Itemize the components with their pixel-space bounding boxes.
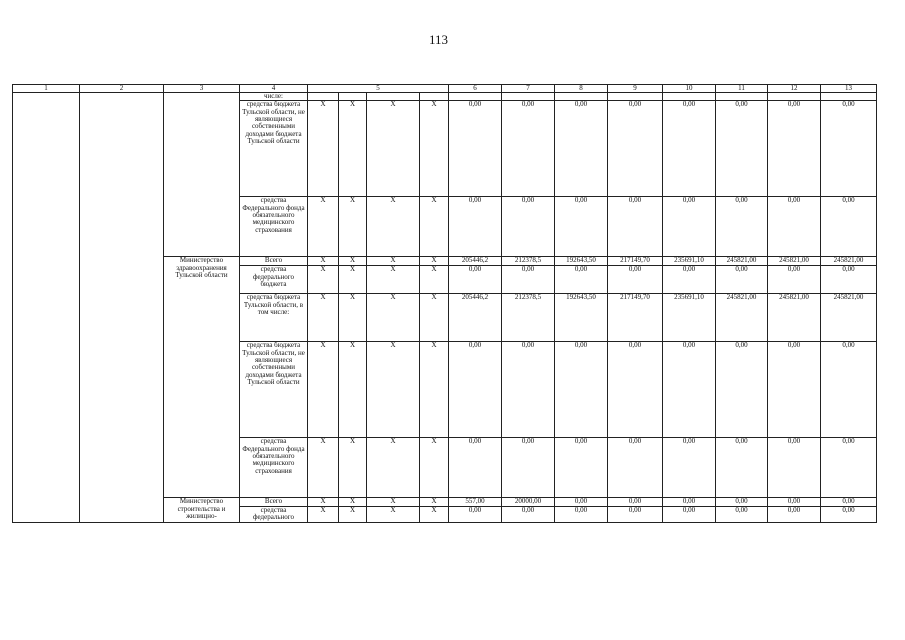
value-cell: 0,00 bbox=[555, 506, 608, 522]
value-cell: 245821,00 bbox=[821, 257, 877, 266]
value-cell: 0,00 bbox=[608, 498, 663, 506]
value-cell: 0,00 bbox=[821, 197, 877, 257]
x-mark-cell bbox=[339, 93, 367, 101]
value-cell: 0,00 bbox=[663, 438, 716, 498]
column-header: 6 bbox=[449, 85, 502, 93]
funding-source-cell: средства Федерального фонда обязательного медицинского страхования bbox=[240, 438, 308, 498]
x-mark-cell: Х bbox=[308, 294, 339, 342]
x-mark-cell: Х bbox=[420, 498, 449, 506]
value-cell: 0,00 bbox=[768, 342, 821, 438]
value-cell: 192643,50 bbox=[555, 294, 608, 342]
value-cell: 557,00 bbox=[449, 498, 502, 506]
funding-source-cell: средства бюджета Тульской области, не являющиеся собственными доходами бюджета Тульской области bbox=[240, 101, 308, 197]
organization-cell: Министерство строительства и жилищно- bbox=[164, 498, 240, 522]
x-mark-cell: Х bbox=[339, 342, 367, 438]
column-header: 13 bbox=[821, 85, 877, 93]
column-header: 4 bbox=[240, 85, 308, 93]
x-mark-cell: Х bbox=[367, 197, 420, 257]
value-cell: 0,00 bbox=[502, 342, 555, 438]
column-header: 3 bbox=[164, 85, 240, 93]
value-cell: 0,00 bbox=[555, 438, 608, 498]
value-cell: 0,00 bbox=[768, 506, 821, 522]
value-cell: 0,00 bbox=[768, 197, 821, 257]
value-cell: 0,00 bbox=[608, 342, 663, 438]
value-cell bbox=[768, 93, 821, 101]
value-cell bbox=[663, 93, 716, 101]
x-mark-cell bbox=[367, 93, 420, 101]
value-cell: 0,00 bbox=[608, 266, 663, 294]
funding-source-cell: средства Федерального фонда обязательного медицинского страхования bbox=[240, 197, 308, 257]
value-cell: 0,00 bbox=[502, 506, 555, 522]
column-header: 7 bbox=[502, 85, 555, 93]
column-header: 12 bbox=[768, 85, 821, 93]
column-header: 2 bbox=[80, 85, 164, 93]
value-cell: 245821,00 bbox=[716, 257, 768, 266]
organization-cell bbox=[164, 93, 240, 257]
x-mark-cell: Х bbox=[367, 438, 420, 498]
value-cell: 0,00 bbox=[716, 506, 768, 522]
x-mark-cell: Х bbox=[339, 257, 367, 266]
value-cell: 217149,70 bbox=[608, 294, 663, 342]
x-mark-cell: Х bbox=[308, 197, 339, 257]
x-mark-cell: Х bbox=[367, 101, 420, 197]
value-cell: 0,00 bbox=[449, 342, 502, 438]
value-cell: 0,00 bbox=[608, 197, 663, 257]
value-cell: 0,00 bbox=[663, 506, 716, 522]
funding-source-cell: средства федерального бюджета bbox=[240, 266, 308, 294]
value-cell: 0,00 bbox=[449, 438, 502, 498]
col2-cell bbox=[80, 93, 164, 523]
value-cell bbox=[821, 93, 877, 101]
value-cell: 235691,10 bbox=[663, 294, 716, 342]
value-cell: 0,00 bbox=[663, 197, 716, 257]
x-mark-cell: Х bbox=[367, 506, 420, 522]
value-cell: 217149,70 bbox=[608, 257, 663, 266]
value-cell bbox=[716, 93, 768, 101]
x-mark-cell: Х bbox=[339, 101, 367, 197]
value-cell: 0,00 bbox=[502, 438, 555, 498]
x-mark-cell: Х bbox=[420, 101, 449, 197]
value-cell: 0,00 bbox=[768, 438, 821, 498]
x-mark-cell: Х bbox=[308, 506, 339, 522]
value-cell: 0,00 bbox=[663, 266, 716, 294]
value-cell: 212378,5 bbox=[502, 294, 555, 342]
value-cell: 0,00 bbox=[449, 266, 502, 294]
value-cell: 0,00 bbox=[821, 342, 877, 438]
value-cell bbox=[608, 93, 663, 101]
value-cell: 192643,50 bbox=[555, 257, 608, 266]
value-cell: 0,00 bbox=[608, 101, 663, 197]
value-cell: 0,00 bbox=[502, 197, 555, 257]
x-mark-cell: Х bbox=[339, 197, 367, 257]
value-cell: 0,00 bbox=[663, 342, 716, 438]
value-cell: 0,00 bbox=[449, 506, 502, 522]
budget-table bbox=[12, 84, 877, 523]
value-cell: 0,00 bbox=[608, 438, 663, 498]
x-mark-cell: Х bbox=[420, 342, 449, 438]
x-mark-cell bbox=[420, 93, 449, 101]
col1-cell bbox=[13, 93, 80, 523]
x-mark-cell: Х bbox=[308, 342, 339, 438]
value-cell: 0,00 bbox=[502, 266, 555, 294]
value-cell: 245821,00 bbox=[716, 294, 768, 342]
x-mark-cell: Х bbox=[308, 438, 339, 498]
value-cell bbox=[502, 93, 555, 101]
x-mark-cell: Х bbox=[339, 266, 367, 294]
value-cell: 0,00 bbox=[821, 438, 877, 498]
value-cell: 0,00 bbox=[821, 101, 877, 197]
column-header: 9 bbox=[608, 85, 663, 93]
value-cell: 0,00 bbox=[716, 197, 768, 257]
value-cell: 0,00 bbox=[821, 498, 877, 506]
funding-source-cell: средства бюджета Тульской области, не являющиеся собственными доходами бюджета Тульской области bbox=[240, 342, 308, 438]
page-number: 113 bbox=[428, 32, 449, 47]
column-header: 11 bbox=[716, 85, 768, 93]
x-mark-cell: Х bbox=[420, 197, 449, 257]
value-cell: 0,00 bbox=[768, 101, 821, 197]
value-cell bbox=[555, 93, 608, 101]
value-cell: 0,00 bbox=[449, 101, 502, 197]
value-cell: 0,00 bbox=[555, 197, 608, 257]
value-cell: 245821,00 bbox=[821, 294, 877, 342]
value-cell: 0,00 bbox=[555, 498, 608, 506]
x-mark-cell: Х bbox=[367, 294, 420, 342]
x-mark-cell: Х bbox=[420, 438, 449, 498]
x-mark-cell: Х bbox=[308, 101, 339, 197]
value-cell: 0,00 bbox=[663, 101, 716, 197]
x-mark-cell: Х bbox=[308, 266, 339, 294]
x-mark-cell: Х bbox=[339, 498, 367, 506]
value-cell: 0,00 bbox=[768, 498, 821, 506]
value-cell: 0,00 bbox=[716, 101, 768, 197]
value-cell: 0,00 bbox=[502, 101, 555, 197]
value-cell: 0,00 bbox=[663, 498, 716, 506]
value-cell: 0,00 bbox=[716, 342, 768, 438]
organization-cell: Министерство здравоохранения Тульской области bbox=[164, 257, 240, 498]
x-mark-cell: Х bbox=[308, 257, 339, 266]
value-cell: 0,00 bbox=[768, 266, 821, 294]
value-cell: 0,00 bbox=[555, 101, 608, 197]
x-mark-cell: Х bbox=[420, 294, 449, 342]
value-cell: 0,00 bbox=[716, 438, 768, 498]
value-cell: 0,00 bbox=[821, 266, 877, 294]
value-cell: 245821,00 bbox=[768, 294, 821, 342]
value-cell: 205446,2 bbox=[449, 294, 502, 342]
value-cell: 0,00 bbox=[449, 197, 502, 257]
x-mark-cell: Х bbox=[367, 498, 420, 506]
column-header: 1 bbox=[13, 85, 80, 93]
x-mark-cell: Х bbox=[367, 342, 420, 438]
x-mark-cell: Х bbox=[420, 506, 449, 522]
x-mark-cell: Х bbox=[367, 266, 420, 294]
value-cell: 205446,2 bbox=[449, 257, 502, 266]
value-cell: 212378,5 bbox=[502, 257, 555, 266]
x-mark-cell: Х bbox=[339, 438, 367, 498]
funding-source-cell: числе: bbox=[240, 93, 308, 101]
x-mark-cell bbox=[308, 93, 339, 101]
x-mark-cell: Х bbox=[420, 266, 449, 294]
funding-source-cell: Всего bbox=[240, 257, 308, 266]
column-header: 5 bbox=[308, 85, 449, 93]
column-header: 10 bbox=[663, 85, 716, 93]
value-cell: 0,00 bbox=[821, 506, 877, 522]
x-mark-cell: Х bbox=[339, 506, 367, 522]
value-cell: 0,00 bbox=[716, 498, 768, 506]
header-row bbox=[13, 85, 877, 93]
value-cell: 0,00 bbox=[555, 266, 608, 294]
funding-source-cell: средства бюджета Тульской области, в том числе: bbox=[240, 294, 308, 342]
funding-source-cell: Всего bbox=[240, 498, 308, 506]
value-cell: 245821,00 bbox=[768, 257, 821, 266]
table-row bbox=[13, 93, 877, 101]
funding-source-cell: средства федерального bbox=[240, 506, 308, 522]
x-mark-cell: Х bbox=[420, 257, 449, 266]
value-cell: 235691,10 bbox=[663, 257, 716, 266]
value-cell: 0,00 bbox=[555, 342, 608, 438]
value-cell: 20000,00 bbox=[502, 498, 555, 506]
x-mark-cell: Х bbox=[367, 257, 420, 266]
x-mark-cell: Х bbox=[308, 498, 339, 506]
value-cell bbox=[449, 93, 502, 101]
value-cell: 0,00 bbox=[608, 506, 663, 522]
x-mark-cell: Х bbox=[339, 294, 367, 342]
column-header: 8 bbox=[555, 85, 608, 93]
value-cell: 0,00 bbox=[716, 266, 768, 294]
